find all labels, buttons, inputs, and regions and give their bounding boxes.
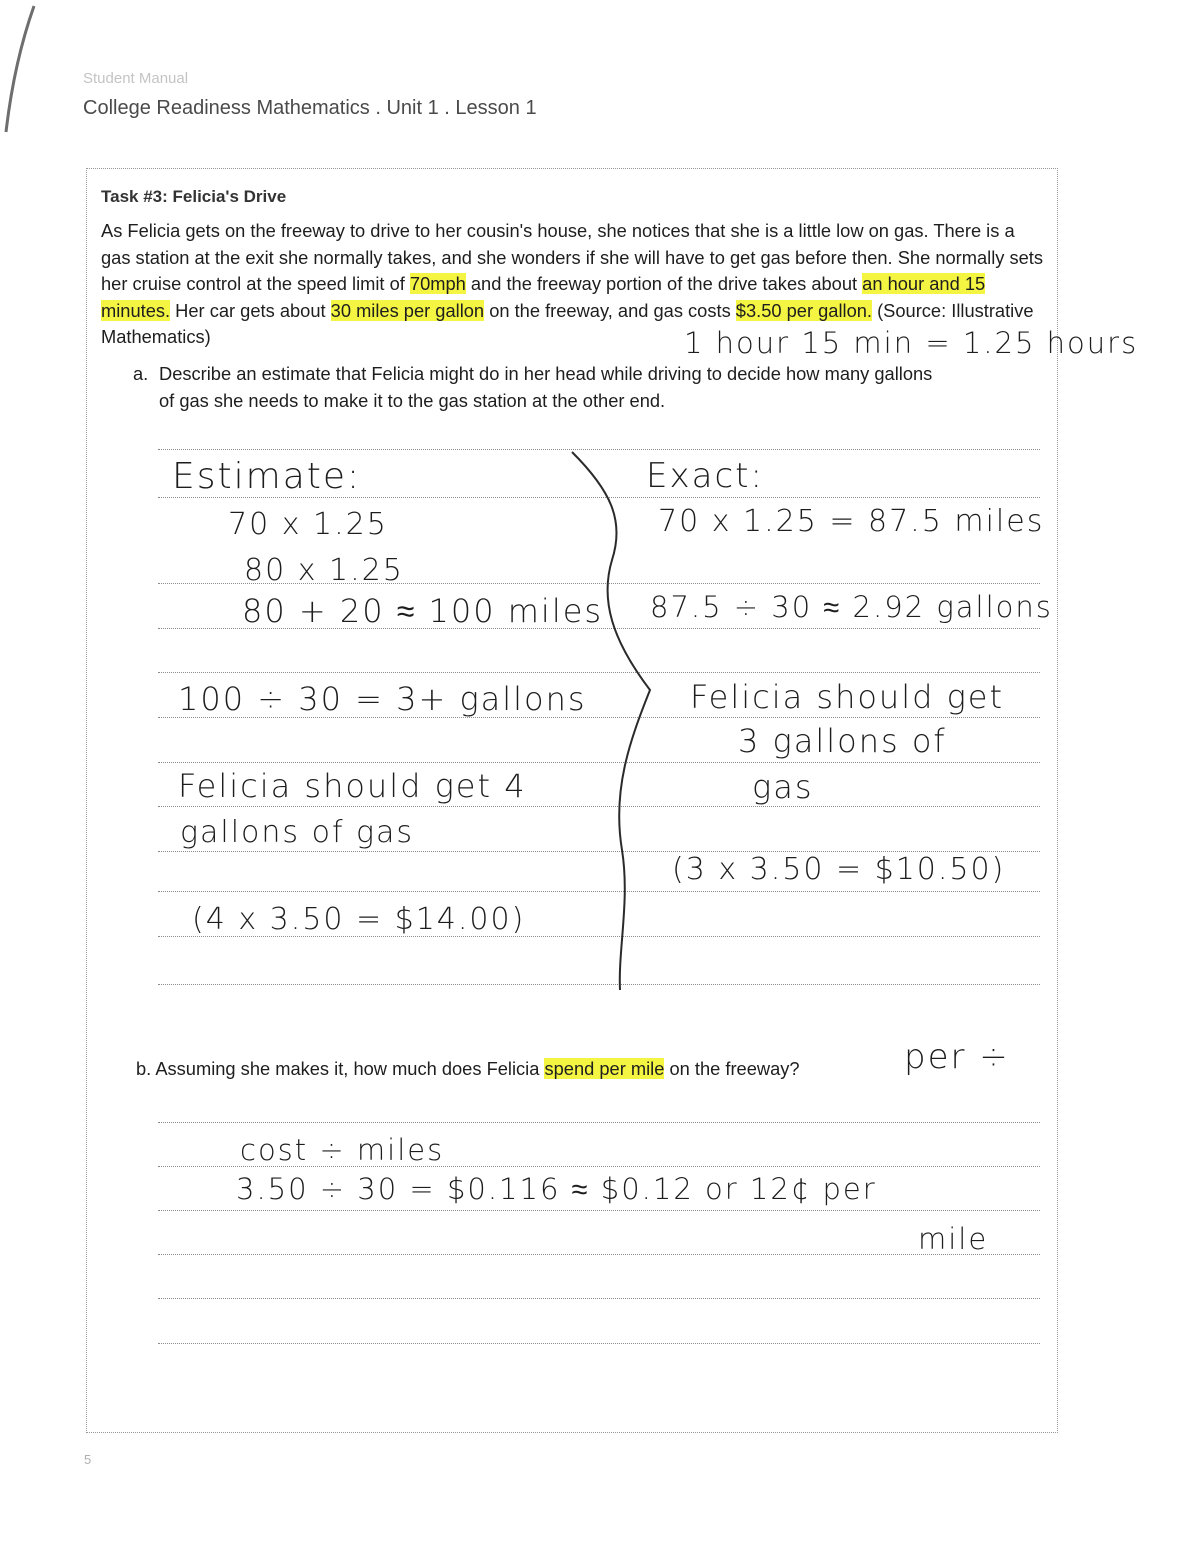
handwritten-answer-b-line: 3.50 ÷ 30 = $0.116 ≈ $0.12 or 12¢ per xyxy=(236,1172,877,1206)
handwritten-estimate-line: gallons of gas xyxy=(180,815,415,850)
question-b-label: b. xyxy=(136,1058,152,1079)
highlight-price: $3.50 per gallon. xyxy=(735,299,872,321)
handwritten-answer-b-line: cost ÷ miles xyxy=(240,1133,445,1167)
handwritten-estimate-line: 80 x 1.25 xyxy=(244,553,404,588)
handwritten-exact-line: 3 gallons of xyxy=(738,722,947,760)
handwritten-estimate-heading: Estimate: xyxy=(172,456,362,497)
highlight-mpg: 30 miles per gallon xyxy=(330,299,485,321)
handwritten-time-note: 1 hour 15 min = 1.25 hours xyxy=(684,326,1139,360)
handwritten-estimate-line: (4 x 3.50 = $14.00) xyxy=(192,902,526,937)
task-text-1: As Felicia gets on the freeway to drive to her cousin's house, she notices that she is a little low on gas. There is a gas station at the exit she normally takes, and she wonders if she will have to get gas before then. She normally sets her cruise control at the speed limit of xyxy=(101,220,1044,294)
handwritten-exact-line: (3 x 3.50 = $10.50) xyxy=(672,852,1006,887)
handwritten-estimate-line: 80 + 20 ≈ 100 miles xyxy=(242,592,604,630)
course-title: College Readiness Mathematics . Unit 1 . Lesson 1 xyxy=(83,97,537,119)
handwritten-per-note: per ÷ xyxy=(904,1037,1010,1077)
handwritten-answer-b-line: mile xyxy=(918,1222,989,1256)
question-a-text-1: Describe an estimate that Felicia might do in her head while driving to decide how many gallons xyxy=(159,363,933,384)
handwritten-exact-heading: Exact: xyxy=(646,456,764,496)
handwritten-estimate-line: Felicia should get 4 xyxy=(178,767,527,805)
highlight-spend-per-mile: spend per mile xyxy=(544,1058,665,1079)
question-b-text-2: on the freeway? xyxy=(664,1058,800,1079)
manual-label: Student Manual xyxy=(83,70,189,87)
handwritten-estimate-line: 70 x 1.25 xyxy=(228,507,388,542)
question-a-text-2: of gas she needs to make it to the gas station at the other end. xyxy=(159,389,666,411)
highlight-time: an hour and 15 minutes. xyxy=(101,273,986,321)
task-text-4: on the freeway, and gas costs xyxy=(484,299,736,321)
question-b-text-1: Assuming she makes it, how much does Felicia xyxy=(155,1058,545,1079)
task-title: Task #3: Felicia's Drive xyxy=(101,187,287,206)
handwritten-estimate-line: 100 ÷ 30 = 3+ gallons xyxy=(178,680,587,718)
task-text-2: and the freeway portion of the drive takes about xyxy=(465,273,863,294)
page-number: 5 xyxy=(84,1452,92,1467)
handwritten-exact-line: 87.5 ÷ 30 ≈ 2.92 gallons xyxy=(650,590,1053,624)
task-text-3: Her car gets about xyxy=(170,299,331,321)
handwritten-exact-line: gas xyxy=(752,768,814,806)
handwritten-exact-line: Felicia should get xyxy=(690,678,1005,716)
handwritten-exact-line: 70 x 1.25 = 87.5 miles xyxy=(658,504,1045,539)
question-a-label: a. xyxy=(133,363,149,384)
task-text-5: (Source: Illustrative Mathematics) xyxy=(101,299,1034,347)
highlight-speed: 70mph xyxy=(409,273,466,294)
